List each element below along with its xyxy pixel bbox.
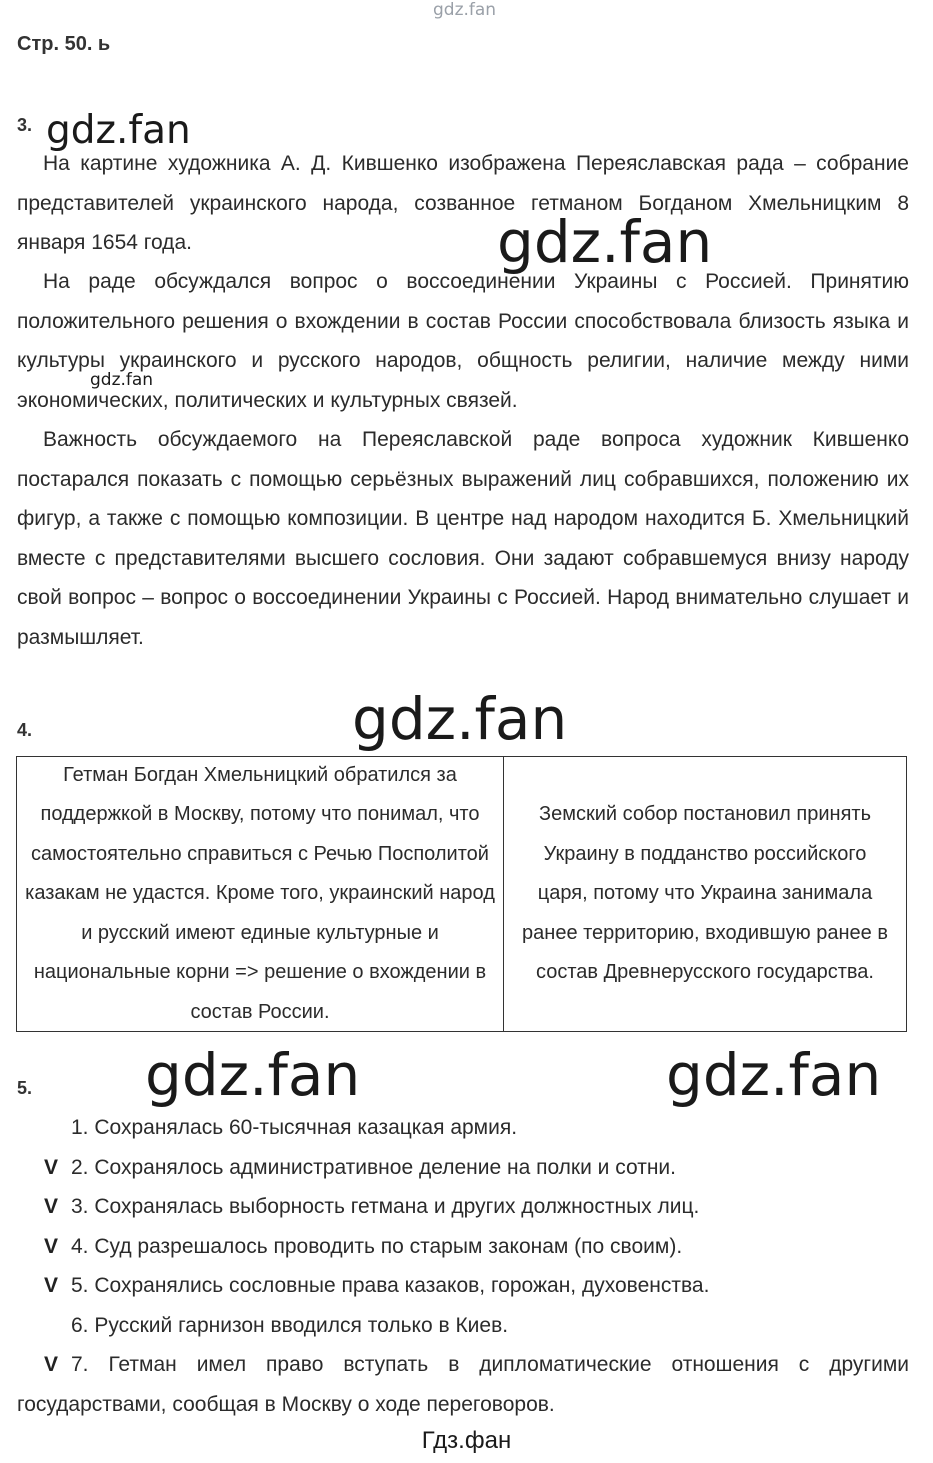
task-4-right-cell: Земский собор постановил принять Украину в подданство российского царя, потому что Украина занимала ранее территорию, входившую ранее в состав Древнерусского государства. xyxy=(522,803,888,984)
watermark-d: gdz.fan xyxy=(352,685,568,753)
list-item-text: 3. Сохранялась выборность гетмана и других должностных лиц. xyxy=(71,1195,700,1218)
list-item-text: 2. Сохранялось административное деление на полки и сотни. xyxy=(71,1155,676,1179)
task-4-number: 4. xyxy=(17,720,33,740)
list-item xyxy=(17,1187,909,1227)
watermark-f: gdz.fan xyxy=(666,1041,882,1109)
watermark-top: gdz.fan xyxy=(433,0,497,20)
list-item-text: 6. Русский гарнизон вводился только в Киев. xyxy=(71,1313,509,1337)
watermark-e: gdz.fan xyxy=(145,1041,361,1109)
task-3-paragraph-1: На картине художника А. Д. Кившенко изображена Переяславская рада – собрание представителей украинского народа, созванное гетманом Богданом Хмельницким 8 января 1654 года. xyxy=(17,152,909,254)
list-item xyxy=(17,1148,909,1188)
list-item-text: 1. Сохранялась 60-тысячная казацкая армия. xyxy=(71,1116,518,1139)
watermark-bottom: Гдз.фан xyxy=(421,1427,512,1454)
check-mark: V xyxy=(44,1234,59,1258)
task-4-left-cell: Гетман Богдан Хмельницкий обратился за поддержкой в Москву, потому что понимал, что самостоятельно справиться с Речью Посполитой казакам не удастся. Кроме того, украинский народ и русский имеют единые культурные и национальные корни => решение о вхождении в состав России. xyxy=(17,757,504,1031)
list-item xyxy=(17,1108,909,1148)
task-3-number: 3. xyxy=(17,115,33,135)
list-item-text: 5. Сохранялись сословные права казаков, горожан, духовенства. xyxy=(71,1274,710,1297)
check-mark: V xyxy=(44,1353,59,1376)
task-5-number: 5. xyxy=(17,1078,33,1098)
watermark-b: gdz.fan xyxy=(497,208,713,276)
check-mark: V xyxy=(44,1195,59,1218)
list-item-text: 4. Суд разрешалось проводить по старым законам (по своим). xyxy=(71,1234,683,1258)
list-item xyxy=(17,1227,909,1267)
list-item-text: 7. Гетман имел право вступать в дипломатические отношения с другими государствами, сообщая в Москву о ходе переговоров. xyxy=(17,1353,909,1416)
check-mark: V xyxy=(44,1155,59,1179)
task-3-paragraph-3: Важность обсуждаемого на Переяславской раде вопроса художник Кившенко постарался показать с помощью серьёзных выражений лиц собравшихся, положению их фигур, а также с помощью композиции. В центре над народом находится Б. Хмельницкий вместе с представителями высшего сословия. Они задают собравшемуся внизу народу свой вопрос – вопрос о воссоединении Украины с Россией. Народ внимательно слушает и размышляет. xyxy=(17,428,909,649)
list-item xyxy=(17,1306,909,1346)
task-3-paragraph-2: На раде обсуждался вопрос о воссоединении Украины с Россией. Принятию положительного решения о вхождении в состав России способствовала близость языка и культуры украинского и русского народов, общность религии, наличие между ними экономических, политических и культурных связей. xyxy=(17,270,909,412)
list-item xyxy=(17,1266,909,1306)
watermark-c: gdz.fan xyxy=(90,370,154,390)
page-reference: Стр. 50. ь xyxy=(17,33,111,55)
list-item xyxy=(17,1345,909,1424)
task-5-list xyxy=(17,1108,909,1424)
task-4-table xyxy=(16,756,907,1032)
check-mark: V xyxy=(44,1274,59,1297)
watermark-a: gdz.fan xyxy=(46,108,191,153)
